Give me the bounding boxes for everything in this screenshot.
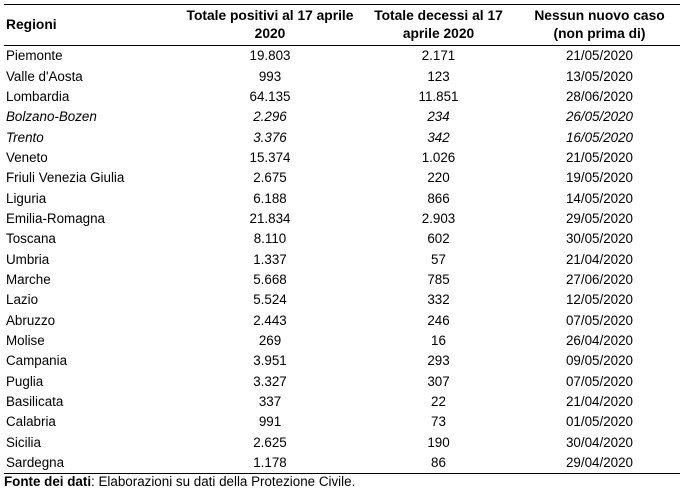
cell-region: Friuli Venezia Giulia [6, 170, 125, 186]
table-row [4, 127, 680, 147]
cell-deaths: 602 [427, 231, 450, 247]
cell-region: Piemonte [6, 48, 63, 64]
cell-no-new-case: 19/05/2020 [565, 170, 634, 186]
cell-no-new-case: 21/05/2020 [565, 149, 634, 165]
cell-no-new-case: 09/05/2020 [565, 353, 634, 369]
header-deaths: Totale decessi al 17 aprile 2020 [358, 5, 519, 46]
cell-region: Sicilia [6, 434, 41, 450]
cell-no-new-case: 21/05/2020 [565, 48, 634, 64]
table-row [4, 453, 680, 474]
table-row [4, 87, 680, 107]
cell-deaths: 342 [427, 129, 450, 145]
cell-deaths: 307 [427, 373, 450, 389]
table-row [4, 412, 680, 432]
cell-region: Trento [6, 129, 44, 145]
table-row [4, 46, 680, 67]
header-no-new-case: Nessun nuovo caso (non prima di) [519, 5, 680, 46]
cell-region: Lazio [6, 292, 39, 308]
table-row [4, 188, 680, 208]
cell-positives: 1.337 [253, 251, 287, 267]
cell-region: Lombardia [6, 88, 70, 104]
cell-no-new-case: 21/04/2020 [565, 394, 634, 410]
cell-positives: 21.834 [249, 210, 291, 226]
cell-deaths: 2.903 [421, 210, 456, 226]
table-row [4, 107, 680, 127]
cell-region: Liguria [6, 190, 47, 206]
cell-region: Campania [6, 353, 68, 369]
regional-covid-table [4, 4, 680, 474]
cell-positives: 337 [258, 394, 282, 410]
cell-deaths: 866 [427, 190, 450, 206]
cell-no-new-case: 29/05/2020 [565, 210, 634, 226]
cell-deaths: 332 [427, 292, 450, 308]
cell-deaths: 73 [431, 414, 446, 430]
source-label: Fonte dei dati [4, 474, 92, 489]
cell-positives: 2.443 [253, 312, 287, 328]
cell-positives: 2.675 [253, 170, 287, 186]
cell-no-new-case: 16/05/2020 [565, 129, 634, 145]
table-row [4, 290, 680, 310]
cell-positives: 3.327 [253, 373, 287, 389]
cell-positives: 5.524 [253, 292, 287, 308]
cell-positives: 6.188 [253, 190, 287, 206]
cell-no-new-case: 26/04/2020 [565, 332, 634, 348]
cell-positives: 269 [258, 332, 282, 348]
cell-no-new-case: 26/05/2020 [565, 109, 634, 125]
cell-no-new-case: 30/04/2020 [565, 434, 634, 450]
cell-positives: 8.110 [253, 231, 287, 247]
cell-no-new-case: 01/05/2020 [565, 414, 634, 430]
table-row [4, 148, 680, 168]
cell-no-new-case: 28/06/2020 [565, 88, 634, 104]
cell-deaths: 190 [427, 434, 450, 450]
cell-deaths: 57 [431, 251, 446, 267]
cell-no-new-case: 21/04/2020 [565, 251, 634, 267]
cell-positives: 2.296 [253, 109, 287, 125]
cell-positives: 2.625 [253, 434, 287, 450]
table-row [4, 372, 680, 392]
source-note [4, 473, 355, 491]
table-row [4, 310, 680, 330]
cell-region: Puglia [6, 373, 44, 389]
table-row [4, 168, 680, 188]
cell-deaths: 785 [427, 271, 450, 287]
cell-region: Basilicata [6, 394, 64, 410]
cell-deaths: 123 [427, 68, 450, 84]
cell-region: Toscana [6, 231, 56, 247]
cell-positives: 991 [258, 414, 282, 430]
cell-region: Valle d'Aosta [6, 68, 83, 84]
cell-positives: 993 [258, 68, 282, 84]
cell-positives: 5.668 [253, 271, 287, 287]
source-text: : Elaborazioni su dati della Protezione Civile. [91, 474, 356, 489]
cell-positives: 19.803 [249, 48, 291, 64]
header-positives: Totale positivi al 17 aprile 2020 [182, 5, 358, 46]
cell-deaths: 2.171 [421, 48, 456, 64]
cell-region: Abruzzo [6, 312, 56, 328]
table-header [4, 5, 680, 46]
table-row [4, 66, 680, 86]
cell-deaths: 293 [427, 353, 450, 369]
cell-no-new-case: 29/04/2020 [519, 453, 680, 474]
cell-positives: 64.135 [249, 88, 291, 104]
table-row [4, 229, 680, 249]
cell-positives: 15.374 [249, 149, 291, 165]
cell-deaths: 246 [427, 312, 450, 328]
cell-region: Bolzano-Bozen [6, 109, 97, 125]
cell-no-new-case: 07/05/2020 [565, 373, 634, 389]
table-row [4, 351, 680, 371]
cell-no-new-case: 27/06/2020 [565, 271, 634, 287]
cell-no-new-case: 12/05/2020 [565, 292, 634, 308]
cell-deaths: 220 [427, 170, 450, 186]
cell-no-new-case: 07/05/2020 [565, 312, 634, 328]
cell-deaths: 22 [431, 394, 446, 410]
table-row [4, 249, 680, 269]
cell-no-new-case: 13/05/2020 [565, 68, 634, 84]
table-row [4, 331, 680, 351]
cell-deaths: 1.026 [421, 149, 456, 165]
table-body [4, 46, 680, 474]
header-row [4, 5, 680, 46]
cell-deaths: 86 [358, 453, 519, 474]
table-row [4, 433, 680, 453]
table-row [4, 270, 680, 290]
cell-deaths: 234 [427, 109, 450, 125]
header-region: Regioni [4, 5, 182, 46]
cell-region: Marche [6, 271, 51, 287]
cell-positives: 3.376 [253, 129, 287, 145]
cell-region: Veneto [6, 149, 48, 165]
table-row [4, 209, 680, 229]
cell-region: Sardegna [4, 453, 182, 474]
cell-region: Calabria [6, 414, 56, 430]
cell-deaths: 16 [431, 332, 446, 348]
cell-positives: 1.178 [182, 453, 358, 474]
cell-region: Emilia-Romagna [6, 210, 105, 226]
cell-positives: 3.951 [253, 353, 287, 369]
cell-region: Molise [6, 332, 45, 348]
cell-region: Umbria [6, 251, 50, 267]
table-row [4, 392, 680, 412]
cell-deaths: 11.851 [418, 88, 459, 104]
cell-no-new-case: 14/05/2020 [565, 190, 634, 206]
cell-no-new-case: 30/05/2020 [565, 231, 634, 247]
